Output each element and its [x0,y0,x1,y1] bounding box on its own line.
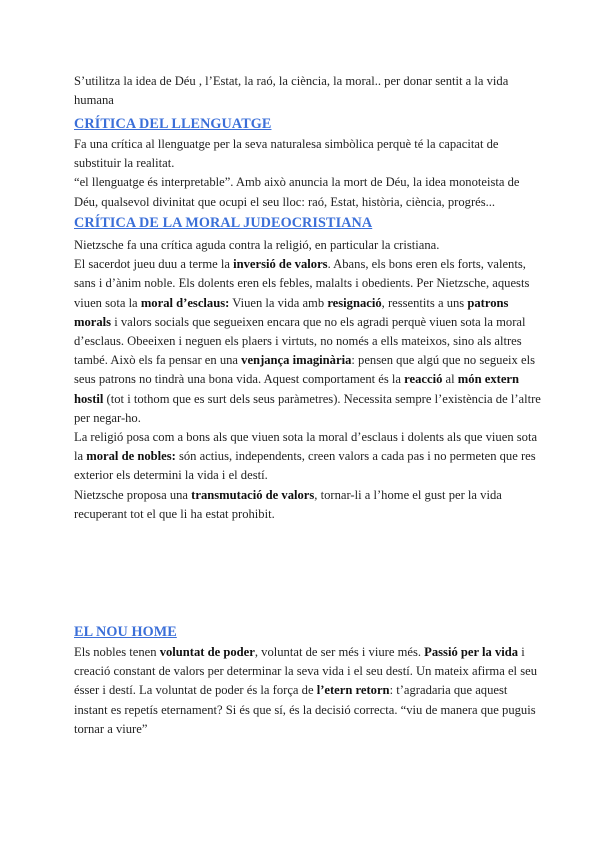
text-line: exterior els determini la vida i el destí. [74,468,268,483]
text-line: La religió posa com a bons als que viuen sota la moral d’esclaus i dolents als que viuen sota [74,430,538,445]
text-line: instant es repetís eternament? Si és que sí, és la decisió correcta. “viu de manera que puguis [74,702,536,717]
bold-term: morals [74,314,112,329]
text-line: Déu, qualsevol divinitat que ocupi el seu lloc: raó, Estat, història, ciència, progrés... [74,194,496,209]
text-line: ésser i destí. La voluntat de poder és la força de l’etern retorn: t’agradaria que aquest [74,683,508,698]
text-line: Nietzsche proposa una transmutació de valors, tornar-li a l’home el gust per la vida [74,487,502,502]
text-line: humana [74,93,114,108]
bold-term: moral d’esclaus: [140,295,230,310]
bold-term: transmutació de valors [191,487,315,502]
text-line: substituir la realitat. [74,156,175,171]
bold-term: món extern [457,372,520,387]
text-line: viuen sota la moral d’esclaus: Viuen la vida amb resignació, ressentits a uns patrons [74,295,509,310]
bold-term: l’etern retorn [316,683,390,698]
section-nou-home-body [74,643,537,739]
section-llenguatge-body [74,135,530,212]
bold-term: venjança imaginària [241,353,352,368]
text-line: S’utilitza la idea de Déu , l’Estat, la raó, la ciència, la moral.. per donar sentit a la vida [74,74,509,88]
bold-term: resignació [327,295,382,310]
text-line: la moral de nobles: són actius, independents, creen valors a cada pas i no permeten que res [74,449,536,464]
bold-term: moral de nobles: [86,449,176,464]
section-heading-llenguatge: CRÍTICA DEL LLENGUATGE [74,116,272,132]
text-line: morals i valors socials que segueixen encara que no els agradi perquè viuen sota la moral [74,314,526,329]
bold-term: Passió per la vida [424,645,519,659]
text-line: tornar a viure” [74,721,148,736]
text-line: Els nobles tenen voluntat de poder, voluntat de ser més i viure més. Passió per la vida i [74,645,525,659]
text-line: sans i d’ànim noble. Els dolents eren els febles, malalts i obedients. Per Nietzsche, aquests [74,276,530,291]
text-line: hostil (tot i tothom que es surt dels seus paràmetres). Necessita sempre l’existència de l’altre [74,391,541,406]
section-heading-moral-judeocristiana: CRÍTICA DE LA MORAL JUDEOCRISTIANA [74,215,373,231]
text-line: creació constant de valors per determinar la seva vida i el seu destí. Un mateix afirma el seu [74,664,537,679]
bold-term: patrons [467,295,509,310]
text-line: Fa una crítica al llenguatge per la seva naturalesa simbòlica perquè té la capacitat de [74,137,499,151]
text-line: recuperant tot el que li ha estat prohibit. [74,506,275,521]
section-moral-body [74,236,541,524]
bold-term: reacció [404,372,443,387]
bold-term: inversió de valors [233,257,328,272]
section-heading-nou-home: EL NOU HOME [74,624,177,640]
text-line: per negar-ho. [74,410,141,425]
text-line: Nietzsche fa una crítica aguda contra la religió, en particular la cristiana. [74,238,440,252]
bold-term: voluntat de poder [159,645,255,659]
text-line: d’esclaus. Obeeixen i neguen els plaers i virtuts, no només a ells mateixos, sino als altres [74,334,522,349]
text-line: El sacerdot jueu duu a terme la inversió de valors. Abans, els bons eren els forts, valents, [74,257,526,272]
text-line: “el llenguatge és interpretable”. Amb això anuncia la mort de Déu, la idea monoteista de [74,175,520,190]
bold-term: hostil [74,391,104,406]
intro-paragraph [74,72,530,110]
text-line: seus patrons no tindrà una bona vida. Aquest comportament és la reacció al món extern [74,372,520,387]
text-line: també. Això els fa pensar en una venjança imaginària: pensen que algú que no segueix els [74,353,535,368]
